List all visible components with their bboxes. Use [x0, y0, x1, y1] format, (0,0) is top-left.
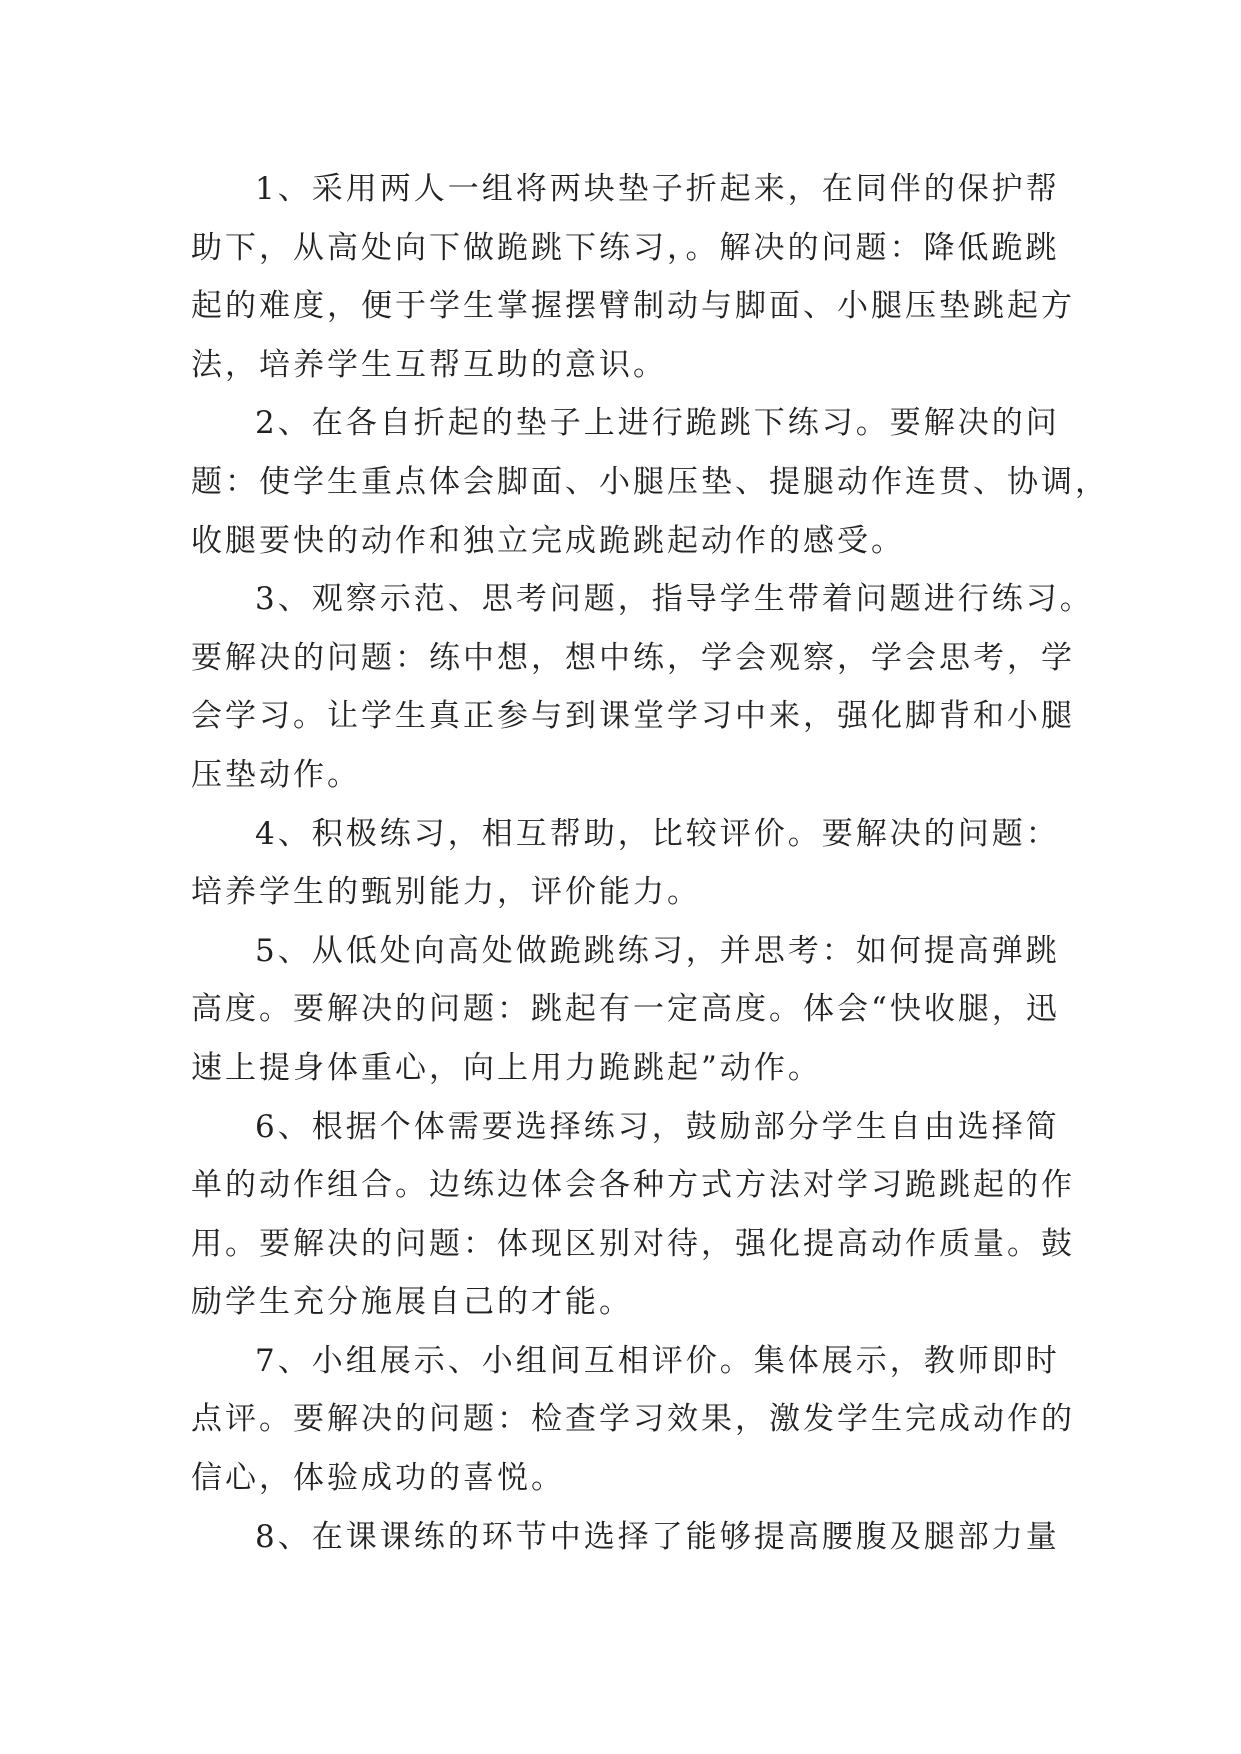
paragraph-5	[191, 922, 1060, 1098]
paragraph-2	[191, 394, 1109, 570]
paragraph-line: 6、根据个体需要选择练习，鼓励部分学生自由选择简	[255, 1108, 1060, 1145]
document-body	[191, 160, 1109, 1566]
paragraph-line: 8、在课课练的环节中选择了能够提高腰腹及腿部力量	[255, 1518, 1060, 1555]
paragraph-line: 压垫动作。	[191, 756, 361, 793]
paragraph-line: 3、观察示范、思考问题，指导学生带着问题进行练习。	[255, 581, 1094, 618]
paragraph-line: 速上提身体重心，向上用力跪跳起”动作。	[191, 1049, 822, 1086]
paragraph-line: 1、采用两人一组将两块垫子折起来，在同伴的保护帮	[255, 171, 1060, 207]
paragraph-line: 会学习。让学生真正参与到课堂学习中来，强化脚背和小腿	[191, 698, 1075, 735]
paragraph-line: 要解决的问题：练中想，想中练，学会观察，学会思考，学	[191, 639, 1075, 676]
paragraph-line: 培养学生的甄别能力，评价能力。	[191, 874, 701, 911]
paragraph-line: 信心，体验成功的喜悦。	[191, 1460, 565, 1497]
paragraph-line: 点评。要解决的问题：检查学习效果，激发学生完成动作的	[191, 1401, 1075, 1438]
paragraph-line: 收腿要快的动作和独立完成跪跳起动作的感受。	[191, 522, 905, 559]
paragraph-line: 5、从低处向高处做跪跳练习，并思考：如何提高弹跳	[255, 932, 1060, 969]
paragraph-line: 4、积极练习，相互帮助，比较评价。要解决的问题：	[255, 815, 1060, 852]
paragraph-line: 2、在各自折起的垫子上进行跪跳下练习。要解决的问	[255, 405, 1060, 442]
paragraph-8	[191, 1508, 1060, 1567]
paragraph-line: 法，培养学生互帮互助的意识。	[191, 346, 667, 383]
paragraph-line: 励学生充分施展自己的才能。	[191, 1284, 633, 1321]
paragraph-7	[191, 1332, 1075, 1508]
paragraph-line: 题：使学生重点体会脚面、小腿压垫、提腿动作连贯、协调，	[191, 463, 1109, 500]
paragraph-4	[191, 805, 1060, 922]
paragraph-line: 助下，从高处向下做跪跳下练习，。解决的问题：降低跪跳	[191, 229, 1060, 266]
paragraph-line: 用。要解决的问题：体现区别对待，强化提高动作质量。鼓	[191, 1225, 1075, 1262]
paragraph-3	[191, 570, 1094, 804]
paragraph-1	[191, 160, 1075, 394]
paragraph-line: 单的动作组合。边练边体会各种方式方法对学习跪跳起的作	[191, 1167, 1075, 1204]
paragraph-line: 起的难度，便于学生掌握摆臂制动与脚面、小腿压垫跳起方	[191, 288, 1075, 325]
paragraph-line: 7、小组展示、小组间互相评价。集体展示，教师即时	[255, 1342, 1060, 1379]
paragraph-line: 高度。要解决的问题：跳起有一定高度。体会“快收腿，迅	[191, 991, 1060, 1028]
paragraph-6	[191, 1098, 1075, 1332]
